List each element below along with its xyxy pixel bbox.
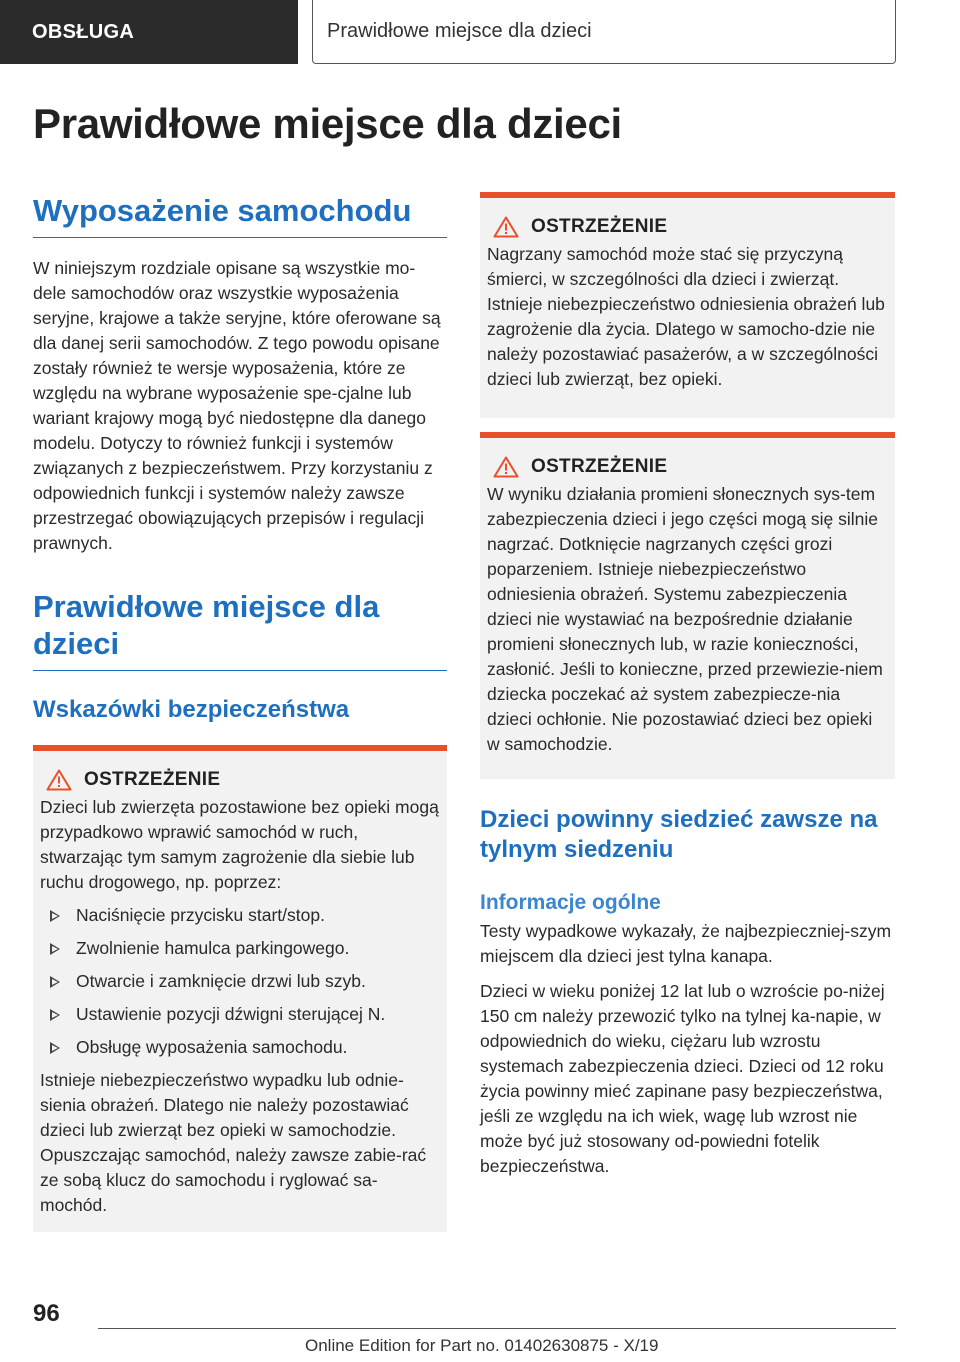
warning-list bbox=[40, 903, 439, 1060]
warning-header bbox=[487, 216, 887, 238]
list-item: Zwolnienie hamulca parkingowego. bbox=[40, 936, 439, 961]
general-info-heading: Informacje ogólne bbox=[480, 891, 661, 914]
triangle-bullet-icon bbox=[50, 910, 60, 922]
list-item: Otwarcie i zamknięcie drzwi lub szyb. bbox=[40, 969, 439, 994]
warning-outro: Istnieje niebezpieczeństwo wypadku lub odnie-sienia obrażeń. Dlatego nie należy pozostawiać dzieci lub zwierząt bez opieki w samochodzie. Opuszczając samochód, należy zawsze zabie-rać ze sobą klucz do samochodu i ryglować sa-mochód. bbox=[40, 1070, 427, 1215]
list-item: Obsługę wyposażenia samochodu. bbox=[40, 1035, 439, 1060]
page-number: 96 bbox=[33, 1300, 60, 1327]
rear-seat-heading: Dzieci powinny siedzieć zawsze na tylnym siedzeniu bbox=[480, 806, 878, 863]
place-heading: Prawidłowe miejsce dla dzieci bbox=[33, 588, 447, 671]
general-paragraph-2: Dzieci w wieku poniżej 12 lat lub o wzroście po-niżej 150 cm należy przewozić tylko na tylnej ka-napie, w odpowiednich do wieku, ciężaru lub wzrostu systemach zabezpieczenia dzieci. Dzieci od 12 roku życia powinny mieć zapinane pasy bezpieczeństwa, jeśli ze względu na ich wiek, wagę lub wzrost nie może być już stosowany od-powiedni fotelik bezpieczeństwa. bbox=[480, 981, 885, 1176]
list-item: Naciśnięcie przycisku start/stop. bbox=[40, 903, 439, 928]
footer-edition bbox=[305, 1336, 658, 1356]
triangle-bullet-icon bbox=[50, 1009, 60, 1021]
warning-header bbox=[40, 769, 439, 791]
equipment-heading: Wyposażenie samochodu bbox=[33, 192, 447, 238]
warning-intro: Dzieci lub zwierzęta pozostawione bez opieki mogą przypadkowo wprawić samochód w ruch, stwarzając tym samym zagrożenie dla siebie lub ruchu drogowego, np. poprzez: bbox=[40, 797, 439, 892]
list-item: Ustawienie pozycji dźwigni sterującej N. bbox=[40, 1002, 439, 1027]
equipment-text: W niniejszym rozdziale opisane są wszystkie mo-dele samochodów oraz wszystkie wyposażenia seryjne, krajowe a także seryjne, które oferowane są dla danej serii samochodów. Z tego powodu opisane zostały również te wersje wyposażenia, które ze względu na wybrane wyposażenie spe-cjalne lub wariant krajowy mogą być niedostępne dla danego modelu. Dotyczy to również funkcji i systemów związanych z bezpieczeństwem. Przy korzystaniu z odpowiednich funkcji i systemów należy zawsze przestrzegać obowiązujących przepisów i regulacji prawnych. bbox=[33, 258, 441, 553]
header-section-tab bbox=[0, 0, 298, 64]
warning-triangle-icon bbox=[493, 456, 519, 478]
triangle-bullet-icon bbox=[50, 943, 60, 955]
warning-title: OSTRZEŻENIE bbox=[531, 216, 668, 237]
warning-box-children bbox=[33, 745, 447, 1232]
general-paragraph-1: Testy wypadkowe wykazały, że najbezpieczniej-szym miejscem dla dzieci jest tylna kanapa. bbox=[480, 921, 892, 966]
header-chapter-tab bbox=[312, 0, 896, 64]
warning-box-sun bbox=[480, 432, 895, 779]
warning-title: OSTRZEŻENIE bbox=[84, 769, 221, 790]
header-chapter-label: Prawidłowe miejsce dla dzieci bbox=[327, 20, 592, 42]
left-column bbox=[33, 192, 447, 1232]
safety-heading: Wskazówki bezpieczeństwa bbox=[33, 696, 350, 723]
right-column bbox=[480, 192, 895, 1179]
triangle-bullet-icon bbox=[50, 1042, 60, 1054]
footer-edition-text: Online Edition for Part no. 01402630875 - X/19 bbox=[305, 1336, 659, 1355]
warning-box-heat bbox=[480, 192, 895, 418]
header-section-label: OBSŁUGA bbox=[32, 20, 135, 43]
triangle-bullet-icon bbox=[50, 976, 60, 988]
warning-title: OSTRZEŻENIE bbox=[531, 456, 668, 477]
warning-triangle-icon bbox=[493, 216, 519, 238]
warning-text: W wyniku działania promieni słonecznych sys-tem zabezpieczenia dzieci i jego części mogą się silnie nagrzać. Dotknięcie nagrzanych części grozi poparzeniem. Istnieje niebezpieczeństwo odniesienia obrażeń. Systemu zabezpieczenia dzieci nie wystawiać na bezpośrednie działanie promieni słonecznych lub, w razie konieczności, zasłonić. Jeśli to konieczne, przed przewiezie-niem dziecka poczekać aż system zabezpiecze-nia dzieci ochłonie. Nie pozostawiać dzieci bez opieki w samochodzie. bbox=[487, 484, 883, 754]
warning-text: Nagrzany samochód może stać się przyczyną śmierci, w szczególności dla dzieci i zwierząt. Istnieje niebezpieczeństwo odniesienia obrażeń lub zagrożenie dla życia. Dlatego w samocho-dzie nie należy pozostawiać pasażerów, a w szczególności dzieci lub zwierząt, bez opieki. bbox=[487, 244, 885, 389]
warning-triangle-icon bbox=[46, 769, 72, 791]
warning-header bbox=[487, 456, 887, 478]
page-title: Prawidłowe miejsce dla dzieci bbox=[33, 100, 622, 147]
footer-divider bbox=[98, 1328, 896, 1329]
